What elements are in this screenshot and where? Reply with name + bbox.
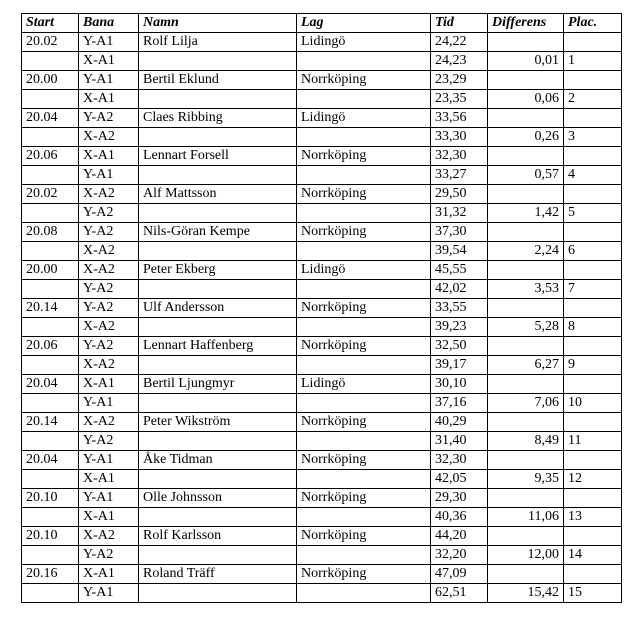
cell-bana: Y-A2 [79, 546, 139, 565]
cell-bana: Y-A2 [79, 204, 139, 223]
cell-tid: 29,50 [431, 185, 488, 204]
cell-differens: 0,26 [488, 128, 564, 147]
header-plac: Plac. [564, 14, 622, 33]
table-row [22, 546, 622, 565]
table-row [22, 128, 622, 147]
cell-lag: Lidingö [297, 109, 431, 128]
cell-start: 20.02 [22, 185, 79, 204]
cell-namn: Olle Johnsson [139, 489, 297, 508]
cell-lag: Norrköping [297, 71, 431, 90]
cell-tid: 29,30 [431, 489, 488, 508]
cell-tid: 42,02 [431, 280, 488, 299]
cell-differens: 1,42 [488, 204, 564, 223]
header-bana: Bana [79, 14, 139, 33]
cell-plac: 5 [564, 204, 622, 223]
cell-plac [564, 375, 622, 394]
cell-plac [564, 527, 622, 546]
cell-start: 20.04 [22, 109, 79, 128]
table-row [22, 280, 622, 299]
cell-plac: 9 [564, 356, 622, 375]
cell-tid: 23,29 [431, 71, 488, 90]
cell-bana: Y-A2 [79, 432, 139, 451]
cell-plac [564, 71, 622, 90]
table-row [22, 166, 622, 185]
cell-bana: X-A1 [79, 90, 139, 109]
cell-bana: X-A2 [79, 413, 139, 432]
cell-differens: 0,57 [488, 166, 564, 185]
cell-lag: Lidingö [297, 33, 431, 52]
table-row [22, 52, 622, 71]
table-row [22, 508, 622, 527]
cell-namn: Lennart Forsell [139, 147, 297, 166]
cell-lag [297, 508, 431, 527]
table-row [22, 527, 622, 546]
cell-plac: 10 [564, 394, 622, 413]
cell-bana: X-A2 [79, 261, 139, 280]
table-row [22, 318, 622, 337]
cell-start: 20.14 [22, 299, 79, 318]
cell-tid: 40,29 [431, 413, 488, 432]
cell-start: 20.10 [22, 527, 79, 546]
table-row [22, 565, 622, 584]
cell-lag [297, 204, 431, 223]
cell-plac [564, 565, 622, 584]
cell-tid: 32,50 [431, 337, 488, 356]
cell-lag: Lidingö [297, 375, 431, 394]
cell-differens: 0,01 [488, 52, 564, 71]
cell-lag: Norrköping [297, 299, 431, 318]
cell-start [22, 204, 79, 223]
cell-differens: 8,49 [488, 432, 564, 451]
cell-lag [297, 166, 431, 185]
table-row [22, 242, 622, 261]
cell-tid: 24,23 [431, 52, 488, 71]
cell-plac: 7 [564, 280, 622, 299]
table-row [22, 33, 622, 52]
cell-lag [297, 432, 431, 451]
table-row [22, 223, 622, 242]
cell-start: 20.00 [22, 261, 79, 280]
cell-start [22, 546, 79, 565]
table-row [22, 394, 622, 413]
table-row [22, 432, 622, 451]
cell-lag [297, 470, 431, 489]
cell-tid: 39,17 [431, 356, 488, 375]
header-start: Start [22, 14, 79, 33]
cell-differens [488, 451, 564, 470]
cell-start [22, 432, 79, 451]
cell-differens [488, 337, 564, 356]
cell-namn [139, 280, 297, 299]
cell-plac: 6 [564, 242, 622, 261]
cell-namn [139, 356, 297, 375]
cell-differens: 5,28 [488, 318, 564, 337]
cell-bana: X-A2 [79, 356, 139, 375]
cell-bana: Y-A2 [79, 109, 139, 128]
cell-plac: 2 [564, 90, 622, 109]
cell-start [22, 280, 79, 299]
cell-lag: Lidingö [297, 261, 431, 280]
cell-tid: 33,27 [431, 166, 488, 185]
cell-lag: Norrköping [297, 185, 431, 204]
cell-plac: 4 [564, 166, 622, 185]
cell-namn: Åke Tidman [139, 451, 297, 470]
cell-namn [139, 470, 297, 489]
cell-plac [564, 337, 622, 356]
header-namn: Namn [139, 14, 297, 33]
cell-start [22, 584, 79, 603]
cell-tid: 33,56 [431, 109, 488, 128]
cell-tid: 32,30 [431, 147, 488, 166]
cell-namn: Ulf Andersson [139, 299, 297, 318]
cell-bana: X-A1 [79, 375, 139, 394]
cell-bana: Y-A1 [79, 166, 139, 185]
cell-differens [488, 71, 564, 90]
cell-bana: Y-A1 [79, 489, 139, 508]
cell-plac: 12 [564, 470, 622, 489]
cell-lag: Norrköping [297, 147, 431, 166]
cell-bana: Y-A2 [79, 280, 139, 299]
cell-bana: X-A1 [79, 52, 139, 71]
table-row [22, 299, 622, 318]
cell-namn [139, 166, 297, 185]
cell-plac [564, 147, 622, 166]
cell-bana: X-A1 [79, 508, 139, 527]
cell-differens [488, 527, 564, 546]
cell-start: 20.00 [22, 71, 79, 90]
cell-bana: X-A2 [79, 185, 139, 204]
cell-lag [297, 280, 431, 299]
cell-differens [488, 185, 564, 204]
header-lag: Lag [297, 14, 431, 33]
table-row [22, 147, 622, 166]
cell-lag [297, 52, 431, 71]
results-table [21, 13, 622, 603]
cell-tid: 31,40 [431, 432, 488, 451]
cell-start: 20.16 [22, 565, 79, 584]
cell-start: 20.06 [22, 147, 79, 166]
cell-differens [488, 223, 564, 242]
cell-tid: 33,55 [431, 299, 488, 318]
cell-plac: 15 [564, 584, 622, 603]
cell-namn [139, 52, 297, 71]
cell-namn [139, 204, 297, 223]
cell-plac [564, 299, 622, 318]
cell-tid: 37,30 [431, 223, 488, 242]
cell-differens [488, 489, 564, 508]
cell-start [22, 356, 79, 375]
cell-tid: 37,16 [431, 394, 488, 413]
cell-namn [139, 128, 297, 147]
cell-namn: Peter Wikström [139, 413, 297, 432]
cell-tid: 33,30 [431, 128, 488, 147]
cell-bana: X-A1 [79, 147, 139, 166]
cell-start: 20.02 [22, 33, 79, 52]
cell-namn [139, 394, 297, 413]
cell-plac: 1 [564, 52, 622, 71]
cell-differens: 3,53 [488, 280, 564, 299]
cell-plac [564, 33, 622, 52]
table-row [22, 261, 622, 280]
cell-tid: 62,51 [431, 584, 488, 603]
cell-start [22, 508, 79, 527]
cell-lag: Norrköping [297, 451, 431, 470]
cell-plac: 8 [564, 318, 622, 337]
cell-bana: Y-A1 [79, 394, 139, 413]
cell-lag [297, 356, 431, 375]
table-row [22, 489, 622, 508]
cell-tid: 44,20 [431, 527, 488, 546]
cell-namn: Bertil Eklund [139, 71, 297, 90]
header-tid: Tid [431, 14, 488, 33]
cell-tid: 45,55 [431, 261, 488, 280]
cell-namn: Rolf Lilja [139, 33, 297, 52]
cell-bana: X-A2 [79, 527, 139, 546]
cell-bana: X-A1 [79, 565, 139, 584]
header-differens: Differens [488, 14, 564, 33]
cell-start [22, 90, 79, 109]
cell-differens: 11,06 [488, 508, 564, 527]
cell-differens: 2,24 [488, 242, 564, 261]
cell-bana: X-A2 [79, 128, 139, 147]
table-row [22, 337, 622, 356]
cell-namn [139, 242, 297, 261]
cell-namn: Peter Ekberg [139, 261, 297, 280]
cell-bana: Y-A2 [79, 223, 139, 242]
cell-tid: 47,09 [431, 565, 488, 584]
cell-plac: 13 [564, 508, 622, 527]
cell-tid: 30,10 [431, 375, 488, 394]
cell-start [22, 318, 79, 337]
cell-differens: 6,27 [488, 356, 564, 375]
cell-start: 20.06 [22, 337, 79, 356]
cell-differens [488, 299, 564, 318]
cell-plac [564, 109, 622, 128]
cell-tid: 24,22 [431, 33, 488, 52]
cell-namn: Claes Ribbing [139, 109, 297, 128]
cell-namn: Roland Träff [139, 565, 297, 584]
cell-tid: 32,30 [431, 451, 488, 470]
cell-plac [564, 451, 622, 470]
cell-bana: Y-A1 [79, 71, 139, 90]
cell-differens [488, 109, 564, 128]
cell-lag: Norrköping [297, 527, 431, 546]
cell-namn [139, 546, 297, 565]
cell-plac [564, 261, 622, 280]
table-row [22, 90, 622, 109]
cell-differens [488, 261, 564, 280]
table-row [22, 413, 622, 432]
cell-differens: 15,42 [488, 584, 564, 603]
table-row [22, 375, 622, 394]
cell-lag [297, 242, 431, 261]
cell-lag [297, 90, 431, 109]
table-row [22, 584, 622, 603]
cell-bana: Y-A2 [79, 337, 139, 356]
header-row [22, 14, 622, 33]
cell-plac [564, 489, 622, 508]
cell-lag: Norrköping [297, 413, 431, 432]
cell-start: 20.08 [22, 223, 79, 242]
cell-plac: 11 [564, 432, 622, 451]
cell-namn [139, 90, 297, 109]
cell-lag: Norrköping [297, 489, 431, 508]
cell-bana: Y-A1 [79, 33, 139, 52]
cell-namn [139, 584, 297, 603]
cell-bana: Y-A1 [79, 451, 139, 470]
cell-plac [564, 223, 622, 242]
cell-namn [139, 432, 297, 451]
cell-start [22, 470, 79, 489]
cell-tid: 40,36 [431, 508, 488, 527]
cell-plac: 14 [564, 546, 622, 565]
table-row [22, 356, 622, 375]
cell-lag [297, 394, 431, 413]
cell-bana: X-A2 [79, 242, 139, 261]
cell-differens [488, 565, 564, 584]
cell-lag: Norrköping [297, 565, 431, 584]
cell-start [22, 166, 79, 185]
cell-differens: 12,00 [488, 546, 564, 565]
table-row [22, 204, 622, 223]
cell-lag [297, 318, 431, 337]
cell-start [22, 128, 79, 147]
cell-start [22, 394, 79, 413]
cell-start: 20.04 [22, 451, 79, 470]
table-row [22, 109, 622, 128]
cell-start [22, 242, 79, 261]
cell-differens [488, 375, 564, 394]
cell-differens [488, 33, 564, 52]
cell-lag: Norrköping [297, 223, 431, 242]
cell-namn [139, 318, 297, 337]
cell-tid: 23,35 [431, 90, 488, 109]
cell-start: 20.14 [22, 413, 79, 432]
cell-bana: X-A1 [79, 470, 139, 489]
cell-tid: 32,20 [431, 546, 488, 565]
cell-plac [564, 413, 622, 432]
cell-namn: Alf Mattsson [139, 185, 297, 204]
table-row [22, 71, 622, 90]
cell-differens: 7,06 [488, 394, 564, 413]
cell-namn: Lennart Haffenberg [139, 337, 297, 356]
cell-lag [297, 128, 431, 147]
cell-start [22, 52, 79, 71]
cell-bana: X-A2 [79, 318, 139, 337]
table-row [22, 470, 622, 489]
cell-lag: Norrköping [297, 337, 431, 356]
cell-differens: 0,06 [488, 90, 564, 109]
cell-tid: 39,54 [431, 242, 488, 261]
cell-start: 20.04 [22, 375, 79, 394]
cell-differens [488, 147, 564, 166]
cell-lag [297, 584, 431, 603]
cell-differens: 9,35 [488, 470, 564, 489]
cell-plac [564, 185, 622, 204]
cell-tid: 31,32 [431, 204, 488, 223]
cell-differens [488, 413, 564, 432]
cell-namn: Rolf Karlsson [139, 527, 297, 546]
cell-bana: Y-A1 [79, 584, 139, 603]
cell-plac: 3 [564, 128, 622, 147]
table-row [22, 451, 622, 470]
cell-namn: Nils-Göran Kempe [139, 223, 297, 242]
cell-lag [297, 546, 431, 565]
cell-bana: Y-A2 [79, 299, 139, 318]
table-row [22, 185, 622, 204]
cell-namn [139, 508, 297, 527]
cell-start: 20.10 [22, 489, 79, 508]
cell-tid: 42,05 [431, 470, 488, 489]
cell-namn: Bertil Ljungmyr [139, 375, 297, 394]
cell-tid: 39,23 [431, 318, 488, 337]
